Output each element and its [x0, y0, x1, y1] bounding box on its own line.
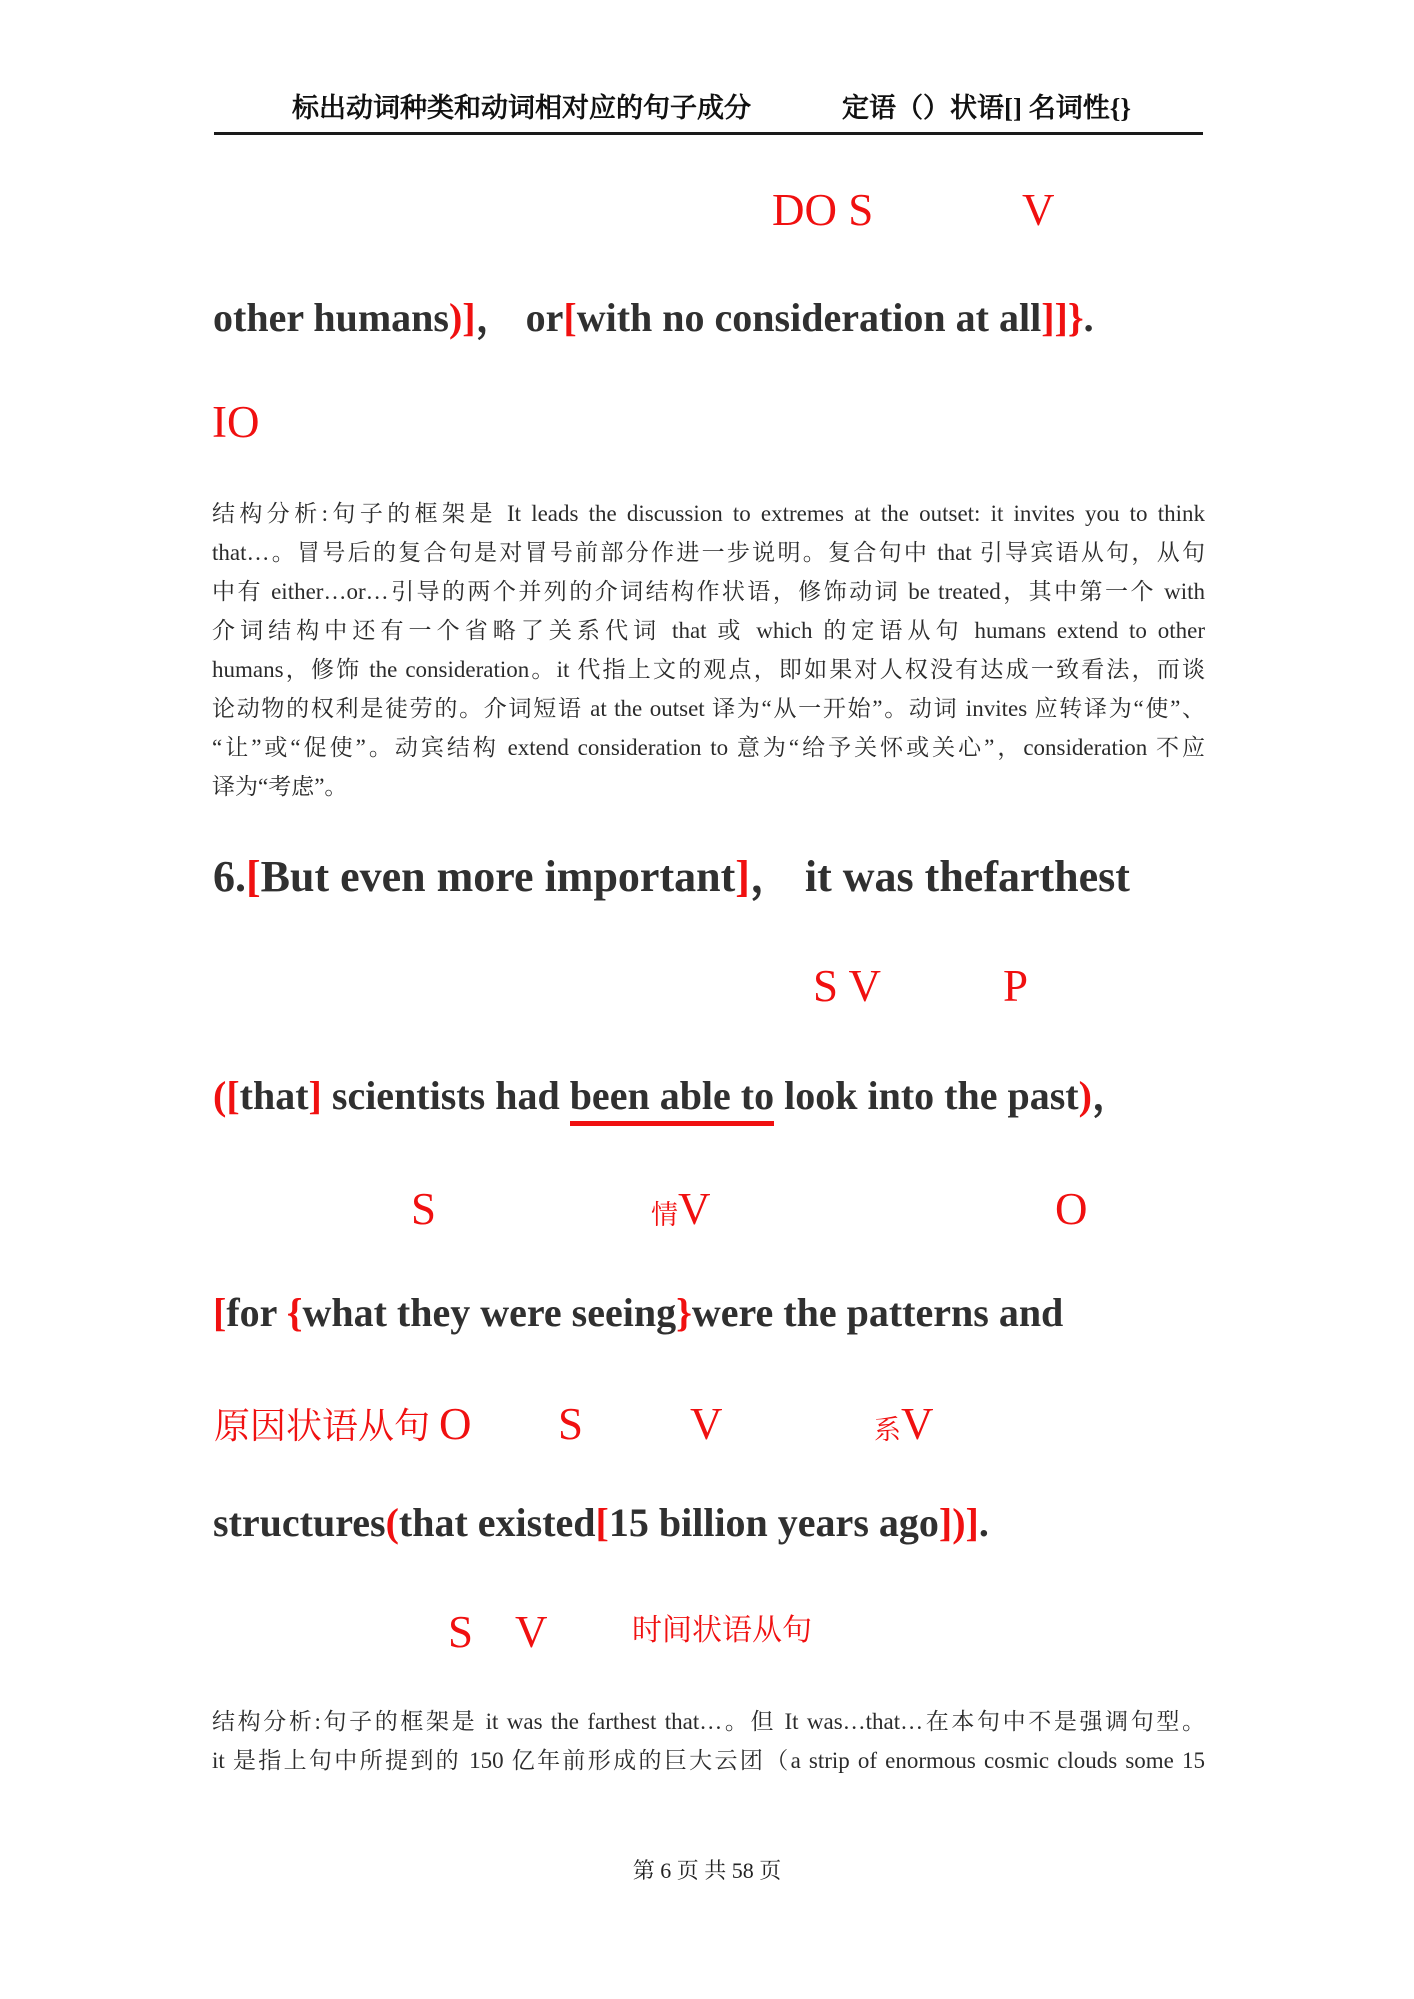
sentence-segment: ( — [385, 1500, 399, 1545]
sentence-segment: ] — [308, 1073, 322, 1118]
analysis-paragraph-2 — [212, 1702, 1205, 1780]
sentence-for-clause — [213, 1291, 1063, 1335]
sentence-segment: . — [1083, 295, 1094, 340]
marker-v2: V — [678, 1184, 711, 1234]
sentence-segment: 6. — [213, 852, 246, 901]
sentence-segment: ( — [213, 1073, 227, 1118]
sentence-segment: But even more important — [260, 852, 736, 901]
marker-xi-v — [874, 1399, 934, 1449]
sentence-segment: ])] — [938, 1500, 979, 1545]
sentence-segment: were the patterns and — [691, 1290, 1064, 1335]
sentence-segment: other humans — [213, 295, 449, 340]
sentence-segment: [ — [226, 1073, 240, 1118]
header-right-legend: 定语（）状语[] 名词性{} — [842, 93, 1132, 123]
paragraph-line: “让”或“促使”。动宾结构 extend consideration to 意为“给予关怀或关心”，consideration 不应 — [212, 735, 1205, 760]
sentence-segment: 15 billion years ago — [608, 1500, 939, 1545]
marker-xi-prefix: 系 — [874, 1415, 901, 1445]
paragraph-line: that…。冒号后的复合句是对冒号前部分作进一步说明。复合句中 that 引导宾语从句，从句 — [212, 540, 1205, 565]
marker-s3: S — [558, 1399, 584, 1449]
marker-io: IO — [212, 397, 260, 447]
sentence-segment: structures — [213, 1500, 386, 1545]
sentence-segment: or — [525, 295, 564, 340]
marker-do-s: DO S — [772, 185, 874, 235]
paragraph-line: 中有 either…or…引导的两个并列的介词结构作状语，修饰动词 be treated，其中第一个 with — [212, 579, 1205, 604]
marker-o: O — [1055, 1184, 1088, 1234]
paragraph-line: humans，修饰 the consideration。it 代指上文的观点，即如果对人权没有达成一致看法，而谈 — [212, 657, 1205, 682]
sentence-segment: . — [978, 1500, 989, 1545]
paragraph-line: 结构分析:句子的框架是 it was the farthest that…。但 It was…that…在本句中不是强调句型。 — [212, 1709, 1205, 1734]
sentence-structures — [213, 1501, 989, 1545]
sentence-segment: ) — [1078, 1073, 1092, 1118]
marker-s: S — [411, 1184, 437, 1234]
marker-s4: S — [448, 1607, 474, 1657]
sentence-segment: been able to — [570, 1073, 774, 1126]
sentence-segment: that — [239, 1073, 309, 1118]
header-left-title: 标出动词种类和动词相对应的句子成分 — [292, 93, 751, 123]
header-rule — [214, 132, 1203, 135]
page-footer: 第 6 页 共 58 页 — [632, 1858, 782, 1883]
sentence-segment: { — [286, 1290, 303, 1335]
marker-v: V — [1022, 185, 1055, 235]
sentence-segment: what they were seeing — [302, 1290, 677, 1335]
paragraph-line: it 是指上句中所提到的 150 亿年前形成的巨大云团（a strip of enormous cosmic clouds some 15 — [212, 1748, 1205, 1773]
sentence-other-humans — [213, 296, 1094, 340]
sentence-segment: ， it was thefarthest — [749, 852, 1130, 901]
sentence-segment: for — [226, 1290, 287, 1335]
marker-cause-adverbial-label: 原因状语从句 — [214, 1406, 431, 1446]
sentence-segment: } — [676, 1290, 692, 1335]
sentence-segment: with no consideration at all — [576, 295, 1042, 340]
analysis-paragraph-1 — [212, 494, 1205, 806]
paragraph-line: 结构分析:句子的框架是 It leads the discussion to extremes at the outset: it invites you to think — [212, 501, 1205, 526]
marker-qing-v — [651, 1184, 711, 1234]
sentence-that-clause — [213, 1074, 1132, 1118]
marker-s-v: S V — [813, 961, 881, 1011]
marker-v3: V — [690, 1399, 723, 1449]
sentence-segment: ] — [735, 852, 750, 901]
marker-v5: V — [515, 1607, 548, 1657]
sentence-segment: [ — [246, 852, 261, 901]
sentence-segment: ]]} — [1041, 295, 1084, 340]
marker-time-adverbial-label: 时间状语从句 — [632, 1614, 812, 1647]
paragraph-line: 介词结构中还有一个省略了关系代词 that 或 which 的定语从句 humans extend to other — [212, 618, 1205, 643]
sentence-segment: ， — [1091, 1073, 1132, 1118]
sentence-segment: [ — [213, 1290, 227, 1335]
marker-p: P — [1003, 961, 1029, 1011]
sentence-segment: [ — [563, 295, 577, 340]
sentence-segment: that existed — [398, 1500, 596, 1545]
sentence-segment: )] — [448, 295, 476, 340]
paragraph-line: 译为“考虑”。 — [212, 774, 348, 799]
sentence-segment: ， — [475, 295, 526, 340]
sentence-segment: look into the past — [774, 1073, 1079, 1118]
sentence-segment: [ — [595, 1500, 609, 1545]
marker-o3: O — [439, 1399, 472, 1449]
marker-v4: V — [901, 1399, 934, 1449]
paragraph-line: 论动物的权利是徒劳的。介词短语 at the outset 译为“从一开始”。动词 invites 应转译为“使”、 — [212, 696, 1205, 721]
sentence-segment: scientists had — [321, 1073, 570, 1118]
marker-qing-prefix: 情 — [651, 1200, 678, 1230]
sentence-heading-6 — [213, 853, 1130, 901]
